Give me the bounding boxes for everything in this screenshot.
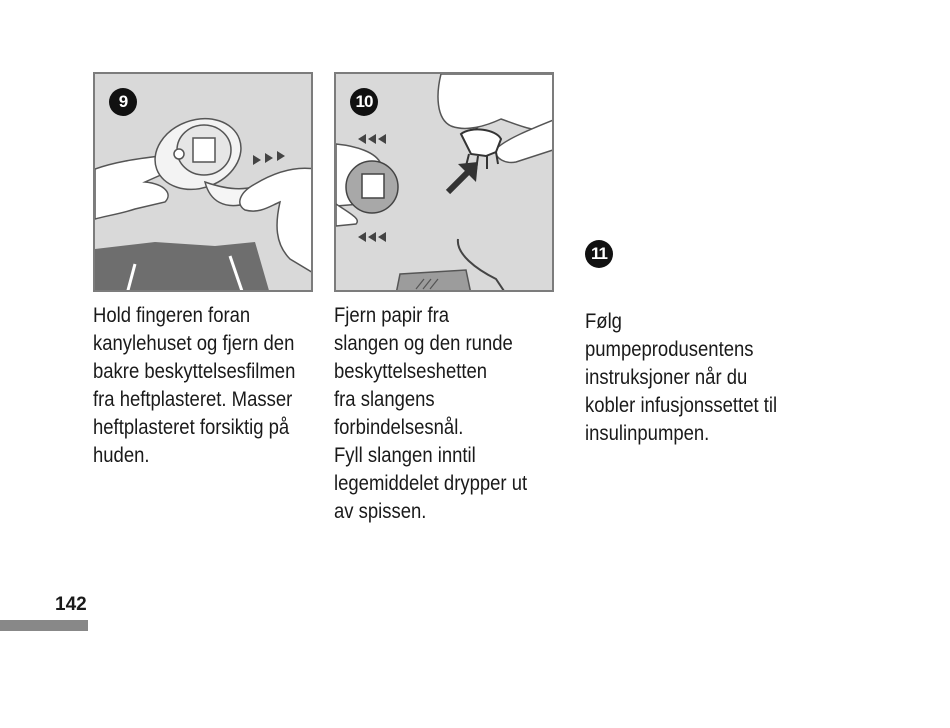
step-10-illustration [334,72,554,292]
step-9-badge: 9 [109,88,137,116]
text-line: Fjern papir fra [334,304,450,327]
text-line: insulinpumpen. [585,422,710,445]
text-line: kanylehuset og fjern den [93,332,295,355]
text-line: beskyttelseshetten [334,360,488,383]
text-line: legemiddelet drypper ut [334,472,528,495]
text-line: Hold fingeren foran [93,304,251,327]
step-10-badge: 10 [350,88,378,116]
page-number: 142 [55,594,87,615]
text-line: kobler infusjonssettet til [585,394,778,417]
step-9-text [93,302,295,470]
text-line: slangen og den runde [334,332,513,355]
step-11-badge: 11 [585,240,613,268]
text-line: Fyll slangen inntil [334,444,476,467]
text-line: fra heftplasteret. Masser [93,388,293,411]
text-line: bakre beskyttelsesfilmen [93,360,296,383]
text-line: forbindelsesnål. [334,416,464,439]
text-line: pumpeprodusentens [585,338,754,361]
text-line: instruksjoner når du [585,366,748,389]
text-line: fra slangens [334,388,435,411]
text-line: huden. [93,444,150,467]
text-line: heftplasteret forsiktig på [93,416,290,439]
step-10-text [334,302,527,526]
step-9-illustration [93,72,313,292]
text-line: av spissen. [334,500,427,523]
text-line: Følg [585,310,622,333]
step-11-text [585,308,777,448]
page-marker-bar [0,620,88,631]
